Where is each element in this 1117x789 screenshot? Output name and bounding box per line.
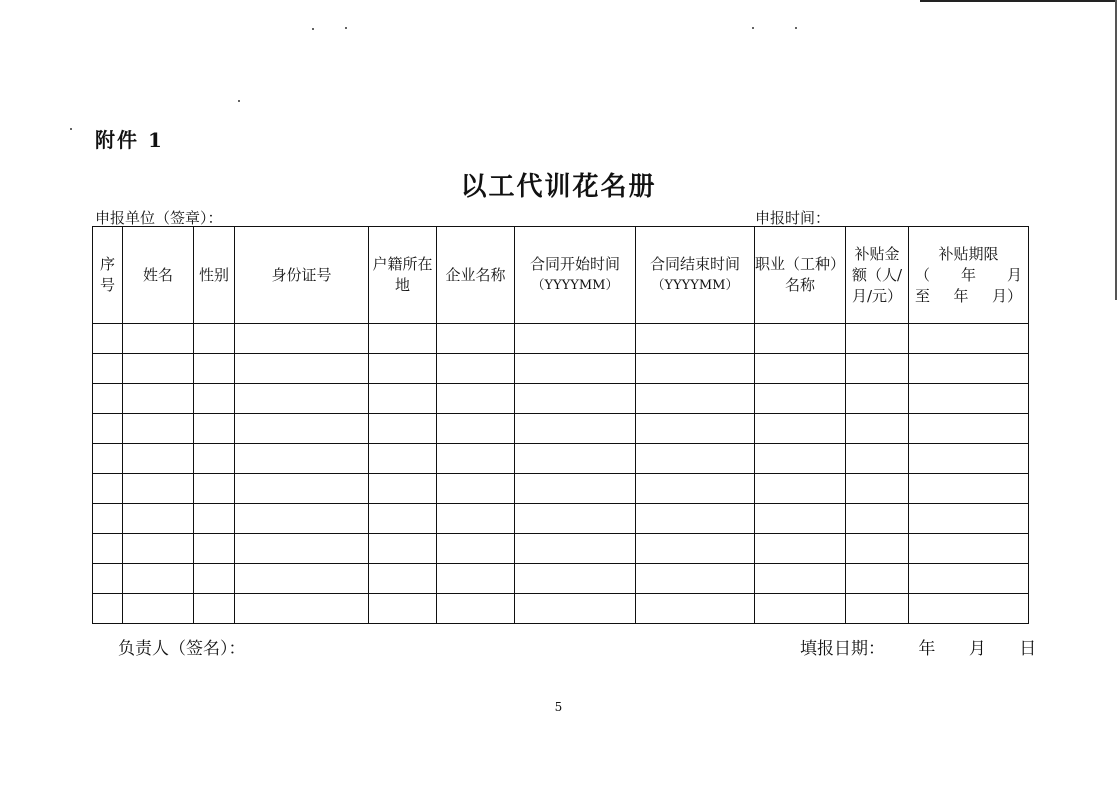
table-cell[interactable] — [909, 354, 1029, 384]
table-cell[interactable] — [93, 354, 123, 384]
table-cell[interactable] — [846, 414, 909, 444]
table-cell[interactable] — [194, 594, 235, 624]
table-cell[interactable] — [636, 414, 755, 444]
period-to-year: 年 — [953, 286, 969, 305]
table-cell[interactable] — [515, 444, 636, 474]
table-cell[interactable] — [123, 324, 194, 354]
table-cell[interactable] — [123, 564, 194, 594]
period-to-month: 月） — [991, 286, 1022, 305]
table-cell[interactable] — [636, 564, 755, 594]
table-cell[interactable] — [846, 444, 909, 474]
table-cell[interactable] — [369, 594, 437, 624]
table-row — [93, 354, 1029, 384]
table-row — [93, 444, 1029, 474]
header-contract-start — [515, 227, 636, 324]
table-cell[interactable] — [437, 384, 515, 414]
table-row — [93, 534, 1029, 564]
period-from-year: 年 — [960, 265, 976, 284]
period-from-open: （ — [915, 265, 931, 284]
fill-date-month: 月 — [968, 639, 986, 659]
header-name: 姓名 — [123, 227, 194, 324]
table-cell[interactable] — [755, 504, 846, 534]
table-cell[interactable] — [636, 534, 755, 564]
table-cell[interactable] — [755, 534, 846, 564]
table-cell[interactable] — [909, 414, 1029, 444]
scan-speck — [70, 128, 72, 130]
table-cell[interactable] — [755, 444, 846, 474]
table-cell[interactable] — [515, 414, 636, 444]
table-cell[interactable] — [515, 324, 636, 354]
table-cell[interactable] — [437, 534, 515, 564]
leader-signature-label: 负责人（签名）： — [118, 639, 246, 659]
table-row — [93, 324, 1029, 354]
table-cell[interactable] — [369, 474, 437, 504]
table-cell[interactable] — [846, 474, 909, 504]
header-id-number: 身份证号 — [235, 227, 369, 324]
table-cell[interactable] — [515, 504, 636, 534]
header-index: 序号 — [93, 227, 123, 324]
table-cell[interactable] — [846, 324, 909, 354]
table-cell[interactable] — [369, 354, 437, 384]
fill-date-label: 填报日期： — [800, 639, 885, 659]
subsidy-period-label: 补贴期限 — [938, 244, 999, 263]
scan-speck — [795, 27, 797, 29]
table-cell[interactable] — [123, 534, 194, 564]
table-cell[interactable] — [437, 414, 515, 444]
table-cell[interactable] — [755, 324, 846, 354]
table-cell[interactable] — [755, 384, 846, 414]
table-cell[interactable] — [846, 354, 909, 384]
table-cell[interactable] — [846, 504, 909, 534]
table-cell[interactable] — [437, 594, 515, 624]
table-row — [93, 594, 1029, 624]
table-cell[interactable] — [369, 564, 437, 594]
roster-body — [93, 324, 1029, 624]
table-cell[interactable] — [93, 564, 123, 594]
table-cell[interactable] — [515, 384, 636, 414]
table-cell[interactable] — [235, 354, 369, 384]
table-cell[interactable] — [755, 354, 846, 384]
table-cell[interactable] — [369, 324, 437, 354]
table-cell[interactable] — [437, 444, 515, 474]
table-cell[interactable] — [755, 414, 846, 444]
table-cell[interactable] — [194, 564, 235, 594]
table-cell[interactable] — [93, 474, 123, 504]
table-cell[interactable] — [235, 534, 369, 564]
table-cell[interactable] — [194, 474, 235, 504]
table-cell[interactable] — [515, 594, 636, 624]
subsidy-period-from — [909, 265, 1028, 286]
table-cell[interactable] — [369, 384, 437, 414]
table-cell[interactable] — [437, 354, 515, 384]
contract-end-label: 合同结束时间 — [649, 255, 740, 273]
table-cell[interactable] — [194, 534, 235, 564]
contract-end-format: （YYYYMM） — [651, 278, 739, 293]
table-cell[interactable] — [235, 564, 369, 594]
roster-table — [92, 226, 1029, 624]
table-cell[interactable] — [909, 534, 1029, 564]
period-from-month: 月 — [1006, 265, 1022, 284]
table-cell[interactable] — [235, 594, 369, 624]
table-cell[interactable] — [846, 564, 909, 594]
table-cell[interactable] — [437, 564, 515, 594]
table-cell[interactable] — [437, 504, 515, 534]
contract-start-format: （YYYYMM） — [531, 278, 619, 293]
table-cell[interactable] — [636, 444, 755, 474]
table-cell[interactable] — [636, 594, 755, 624]
scan-speck — [752, 27, 754, 29]
table-cell[interactable] — [235, 504, 369, 534]
table-cell[interactable] — [235, 384, 369, 414]
table-cell[interactable] — [909, 384, 1029, 414]
subsidy-period-to — [909, 286, 1028, 307]
table-row — [93, 414, 1029, 444]
fill-date — [800, 634, 1036, 659]
header-household: 户籍所在地 — [369, 227, 437, 324]
table-cell[interactable] — [846, 384, 909, 414]
table-cell[interactable] — [909, 324, 1029, 354]
table-cell[interactable] — [909, 594, 1029, 624]
attachment-label: 附件 1 — [95, 128, 164, 152]
table-cell[interactable] — [235, 414, 369, 444]
header-occupation: 职业（工种）名称 — [755, 227, 846, 324]
table-cell[interactable] — [909, 504, 1029, 534]
table-cell[interactable] — [93, 384, 123, 414]
table-cell[interactable] — [755, 564, 846, 594]
contract-start-label: 合同开始时间 — [529, 255, 620, 273]
table-row — [93, 504, 1029, 534]
table-cell[interactable] — [93, 444, 123, 474]
table-cell[interactable] — [369, 444, 437, 474]
table-cell[interactable] — [194, 324, 235, 354]
table-cell[interactable] — [93, 504, 123, 534]
table-cell[interactable] — [636, 354, 755, 384]
table-cell[interactable] — [194, 504, 235, 534]
table-cell[interactable] — [909, 444, 1029, 474]
fill-date-day: 日 — [1019, 639, 1037, 659]
table-cell[interactable] — [123, 414, 194, 444]
table-cell[interactable] — [636, 384, 755, 414]
table-cell[interactable] — [123, 594, 194, 624]
table-cell[interactable] — [755, 594, 846, 624]
table-cell[interactable] — [235, 444, 369, 474]
header-row — [93, 227, 1029, 324]
table-cell[interactable] — [235, 474, 369, 504]
table-cell[interactable] — [437, 474, 515, 504]
table-cell[interactable] — [515, 534, 636, 564]
header-subsidy-amount: 补贴金额（人/月/元） — [846, 227, 909, 324]
scan-edge-mark — [920, 0, 1117, 2]
scan-speck — [312, 28, 314, 30]
table-cell[interactable] — [846, 594, 909, 624]
table-cell[interactable] — [369, 504, 437, 534]
table-cell[interactable] — [909, 564, 1029, 594]
table-cell[interactable] — [93, 324, 123, 354]
table-cell[interactable] — [123, 444, 194, 474]
table-cell[interactable] — [123, 384, 194, 414]
table-cell[interactable] — [369, 534, 437, 564]
table-cell[interactable] — [194, 384, 235, 414]
declaring-unit-label: 申报单位（签章）： — [95, 209, 223, 227]
header-subsidy-period — [909, 227, 1029, 324]
table-cell[interactable] — [93, 594, 123, 624]
scan-speck — [345, 27, 347, 29]
header-gender: 性别 — [194, 227, 235, 324]
header-contract-end — [636, 227, 755, 324]
table-cell[interactable] — [636, 324, 755, 354]
page-number: 5 — [554, 700, 563, 714]
table-cell[interactable] — [93, 414, 123, 444]
table-row — [93, 474, 1029, 504]
table-cell[interactable] — [846, 534, 909, 564]
table-cell[interactable] — [515, 564, 636, 594]
scan-speck — [238, 100, 240, 102]
table-cell[interactable] — [515, 474, 636, 504]
table-cell[interactable] — [437, 324, 515, 354]
table-cell[interactable] — [194, 354, 235, 384]
table-cell[interactable] — [636, 504, 755, 534]
table-cell[interactable] — [194, 414, 235, 444]
table-cell[interactable] — [235, 324, 369, 354]
table-cell[interactable] — [909, 474, 1029, 504]
document-title: 以工代训花名册 — [460, 172, 657, 202]
declaring-time-label: 申报时间： — [755, 209, 831, 227]
fill-date-year: 年 — [918, 639, 936, 659]
table-cell[interactable] — [93, 534, 123, 564]
header-company: 企业名称 — [437, 227, 515, 324]
period-to: 至 — [915, 286, 931, 305]
table-row — [93, 564, 1029, 594]
table-cell[interactable] — [755, 474, 846, 504]
table-row — [93, 384, 1029, 414]
table-cell[interactable] — [123, 354, 194, 384]
table-cell[interactable] — [123, 474, 194, 504]
table-cell[interactable] — [515, 354, 636, 384]
table-cell[interactable] — [123, 504, 194, 534]
table-cell[interactable] — [369, 414, 437, 444]
table-cell[interactable] — [194, 444, 235, 474]
table-cell[interactable] — [636, 474, 755, 504]
